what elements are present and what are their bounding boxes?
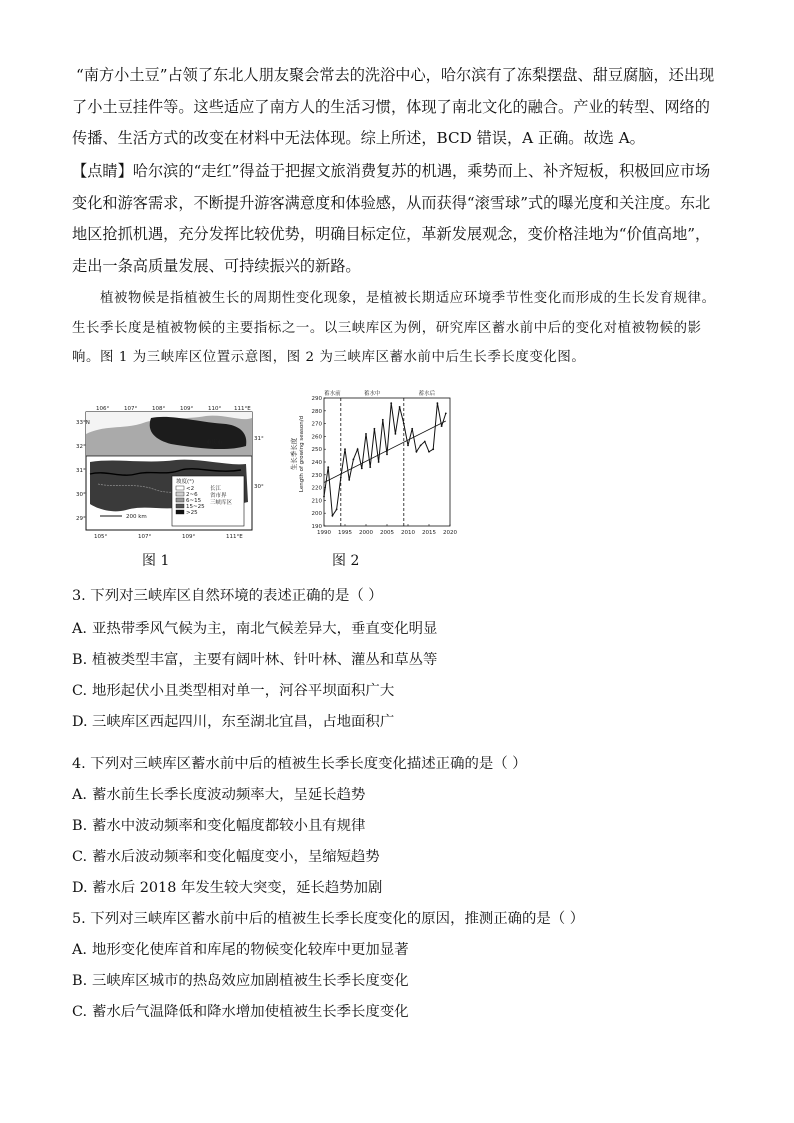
y-tick-label: 200 bbox=[311, 511, 322, 518]
material-text: 植被物候是指植被生长的周期性变化现象，是植被长期适应环境季节性变化而形成的生长发育规律。生长季长度是植被物候的主要指标之一。以三峡库区为例，研究库区蓄水前中后的变化对植被物候的影响。图 1 为三峡库区位置示意图，图 2 为三峡库区蓄水前中后生长季长度变化图。 bbox=[72, 291, 716, 366]
question-4-option-a[interactable] bbox=[72, 785, 365, 805]
y-axis-label-cn: 生长季长度 bbox=[290, 437, 298, 471]
data-point bbox=[353, 459, 355, 461]
series-line bbox=[324, 403, 446, 516]
figure2-caption: 图 2 bbox=[332, 553, 360, 569]
data-point bbox=[361, 468, 363, 470]
data-point bbox=[420, 444, 422, 446]
option-label: C. bbox=[72, 1004, 88, 1020]
left-tick: 29° bbox=[76, 516, 86, 522]
data-point bbox=[416, 451, 418, 453]
question-5-option-a[interactable] bbox=[72, 940, 409, 960]
question-5-option-b[interactable] bbox=[72, 971, 409, 991]
question-4-option-c[interactable] bbox=[72, 847, 380, 867]
y-tick-label: 240 bbox=[311, 460, 322, 466]
top-ticks bbox=[96, 406, 251, 412]
option-label: A. bbox=[72, 787, 87, 803]
question-4-stem: 4. 下列对三峡库区蓄水前中后的植被生长季长度变化描述正确的是（ ） bbox=[72, 756, 527, 772]
option-label: B. bbox=[72, 973, 88, 989]
y-tick-label: 190 bbox=[311, 524, 322, 530]
option-label: D. bbox=[72, 880, 88, 896]
option-text: 地形变化使库首和库尾的物候变化较库中更加显著 bbox=[92, 942, 409, 958]
legend-boundary: 省市界 bbox=[210, 493, 227, 499]
analysis-paragraph bbox=[72, 60, 724, 155]
left-tick: 30° bbox=[76, 492, 86, 498]
comment-tag: 【点睛】 bbox=[72, 162, 133, 180]
right-tick: 30° bbox=[254, 484, 264, 490]
legend-title: 坡度(°) bbox=[176, 479, 195, 485]
data-point bbox=[378, 461, 380, 463]
y-axis-label-en: Length of growing season/d bbox=[299, 415, 305, 493]
trend-line bbox=[324, 421, 446, 482]
bottom-tick: 105° bbox=[94, 534, 108, 540]
question-5-stem: 5. 下列对三峡库区蓄水前中后的植被生长季长度变化的原因，推测正确的是（ ） bbox=[72, 911, 585, 927]
question-5-option-c[interactable] bbox=[72, 1002, 409, 1022]
top-tick: 109° bbox=[180, 406, 194, 412]
top-tick: 111°E bbox=[234, 406, 251, 412]
data-point bbox=[344, 448, 346, 450]
x-tick-label: 2020 bbox=[443, 530, 457, 536]
y-tick-label: 260 bbox=[311, 434, 322, 441]
figure2-chart bbox=[288, 386, 458, 544]
figure1-caption: 图 1 bbox=[142, 553, 170, 569]
option-text: 三峡库区西起四川，东至湖北宜昌，占地面积广 bbox=[92, 714, 395, 730]
x-tick-label: 2010 bbox=[401, 530, 415, 536]
option-text: 三峡库区城市的热岛效应加剧植被生长季长度变化 bbox=[92, 973, 409, 989]
top-tick: 107° bbox=[124, 406, 138, 412]
data-point bbox=[386, 453, 388, 455]
right-tick: 31° bbox=[254, 436, 264, 442]
bottom-tick: 111°E bbox=[226, 534, 243, 540]
data-point bbox=[390, 402, 392, 404]
question-3-option-c[interactable] bbox=[72, 681, 394, 701]
legend-item: 15~25 bbox=[186, 504, 205, 510]
data-point bbox=[332, 515, 334, 517]
data-point bbox=[395, 433, 397, 435]
left-tick: 33°N bbox=[76, 420, 90, 426]
option-label: C. bbox=[72, 849, 88, 865]
x-tick-label: 1995 bbox=[338, 530, 352, 536]
data-point bbox=[407, 444, 409, 446]
option-text: 蓄水后波动频率和变化幅度变小，呈缩短趋势 bbox=[92, 849, 380, 865]
option-text: 蓄水后气温降低和降水增加使植被生长季长度变化 bbox=[92, 1004, 409, 1020]
figure1-map bbox=[76, 404, 266, 540]
question-3-option-d[interactable] bbox=[72, 712, 394, 732]
data-point bbox=[437, 402, 439, 404]
data-point bbox=[441, 425, 443, 427]
option-text: 蓄水前生长季长度波动频率大，呈延长趋势 bbox=[92, 787, 366, 803]
top-tick: 110° bbox=[208, 406, 222, 412]
data-point bbox=[403, 423, 405, 425]
material-paragraph bbox=[72, 284, 724, 373]
scale-label: 200 km bbox=[126, 514, 147, 520]
data-point bbox=[411, 428, 413, 430]
bottom-tick: 107° bbox=[138, 534, 152, 540]
data-point bbox=[327, 466, 329, 468]
top-tick: 108° bbox=[152, 406, 166, 412]
data-point bbox=[428, 451, 430, 453]
y-tick-label: 280 bbox=[311, 408, 322, 415]
y-tick-label: 220 bbox=[311, 485, 322, 492]
comment-paragraph bbox=[72, 156, 724, 282]
question-4-option-b[interactable] bbox=[72, 816, 365, 836]
left-tick: 31° bbox=[76, 468, 86, 474]
option-label: D. bbox=[72, 714, 88, 730]
option-text: 地形起伏小且类型相对单一，河谷平坝面积广大 bbox=[92, 683, 395, 699]
legend-boundary: 三峡库区 bbox=[210, 500, 233, 506]
map-svg bbox=[76, 404, 266, 540]
data-point bbox=[424, 441, 426, 443]
inset-label: 重庆市 bbox=[206, 440, 223, 446]
option-text: 蓄水中波动频率和变化幅度都较小且有规律 bbox=[92, 818, 366, 834]
chart-svg bbox=[288, 386, 458, 544]
phase-label: 蓄水后 bbox=[418, 391, 436, 397]
left-tick: 32° bbox=[76, 444, 86, 450]
option-label: B. bbox=[72, 818, 88, 834]
question-3-option-b[interactable] bbox=[72, 650, 437, 670]
data-point bbox=[369, 466, 371, 468]
data-point bbox=[357, 448, 359, 450]
data-point bbox=[323, 496, 325, 498]
analysis-text: “南方小土豆”占领了东北人朋友聚会常去的洗浴中心，哈尔滨有了冻梨摆盘、甜豆腐脑，还出现了小土豆挂件等。这些适应了南方人的生活习惯，体现了南北文化的融合。产业的转型、网络的传播、生活方式的改变在材料中无法体现。综上所述，BCD 错误，A 正确。故选 A。 bbox=[72, 66, 715, 148]
x-tick-label: 2005 bbox=[380, 530, 394, 536]
y-tick-label: 270 bbox=[311, 421, 322, 428]
option-label: B. bbox=[72, 652, 88, 668]
data-point bbox=[445, 412, 447, 414]
legend-boundary: 长江 bbox=[210, 486, 222, 492]
x-tick-label: 2000 bbox=[359, 530, 373, 536]
option-text: 亚热带季风气候为主，南北气候差异大，垂直变化明显 bbox=[92, 621, 438, 637]
phase-label: 蓄水前 bbox=[324, 391, 341, 397]
data-point bbox=[340, 476, 342, 478]
phase-label: 蓄水中 bbox=[364, 391, 381, 397]
data-point bbox=[365, 433, 367, 435]
option-text: 蓄水后 2018 年发生较大突变，延长趋势加剧 bbox=[92, 880, 383, 896]
legend-item: 6~15 bbox=[186, 498, 202, 504]
question-3-option-a[interactable] bbox=[72, 619, 437, 639]
legend-item: >25 bbox=[186, 510, 198, 516]
option-label: A. bbox=[72, 621, 87, 637]
legend-item: <2 bbox=[186, 486, 195, 492]
data-point bbox=[374, 428, 376, 430]
y-tick-label: 290 bbox=[311, 396, 322, 402]
comment-text: 哈尔滨的“走红”得益于把握文旅消费复苏的机遇，乘势而上、补齐短板，积极回应市场变化和游客需求，不断提升游客满意度和体验感，从而获得“滚雪球”式的曝光度和关注度。东北地区抢抓机遇，充分发挥比较优势，明确目标定位，革新发展观念，变价格洼地为“价值高地”，走出一条高质量发展、可持续振兴的新路。 bbox=[72, 162, 711, 275]
data-point bbox=[348, 479, 350, 481]
option-text: 植被类型丰富，主要有阔叶林、针叶林、灌丛和草丛等 bbox=[92, 652, 438, 668]
option-label: A. bbox=[72, 942, 87, 958]
y-tick-label: 250 bbox=[311, 447, 322, 454]
data-point bbox=[399, 406, 401, 408]
bottom-tick: 109° bbox=[182, 534, 196, 540]
data-point bbox=[432, 448, 434, 450]
bottom-ticks bbox=[94, 534, 243, 540]
x-tick-label: 1990 bbox=[317, 530, 331, 536]
y-tick-label: 230 bbox=[311, 472, 322, 479]
right-ticks bbox=[254, 436, 264, 490]
option-label: C. bbox=[72, 683, 88, 699]
top-tick: 106° bbox=[96, 406, 110, 412]
question-3-stem: 3. 下列对三峡库区自然环境的表述正确的是（ ） bbox=[72, 588, 383, 604]
question-4-option-d[interactable] bbox=[72, 878, 382, 898]
x-tick-label: 2015 bbox=[422, 530, 436, 536]
data-point bbox=[336, 508, 338, 510]
y-tick-label: 210 bbox=[311, 498, 322, 505]
legend-item: 2~6 bbox=[186, 492, 198, 498]
data-point bbox=[382, 419, 384, 421]
